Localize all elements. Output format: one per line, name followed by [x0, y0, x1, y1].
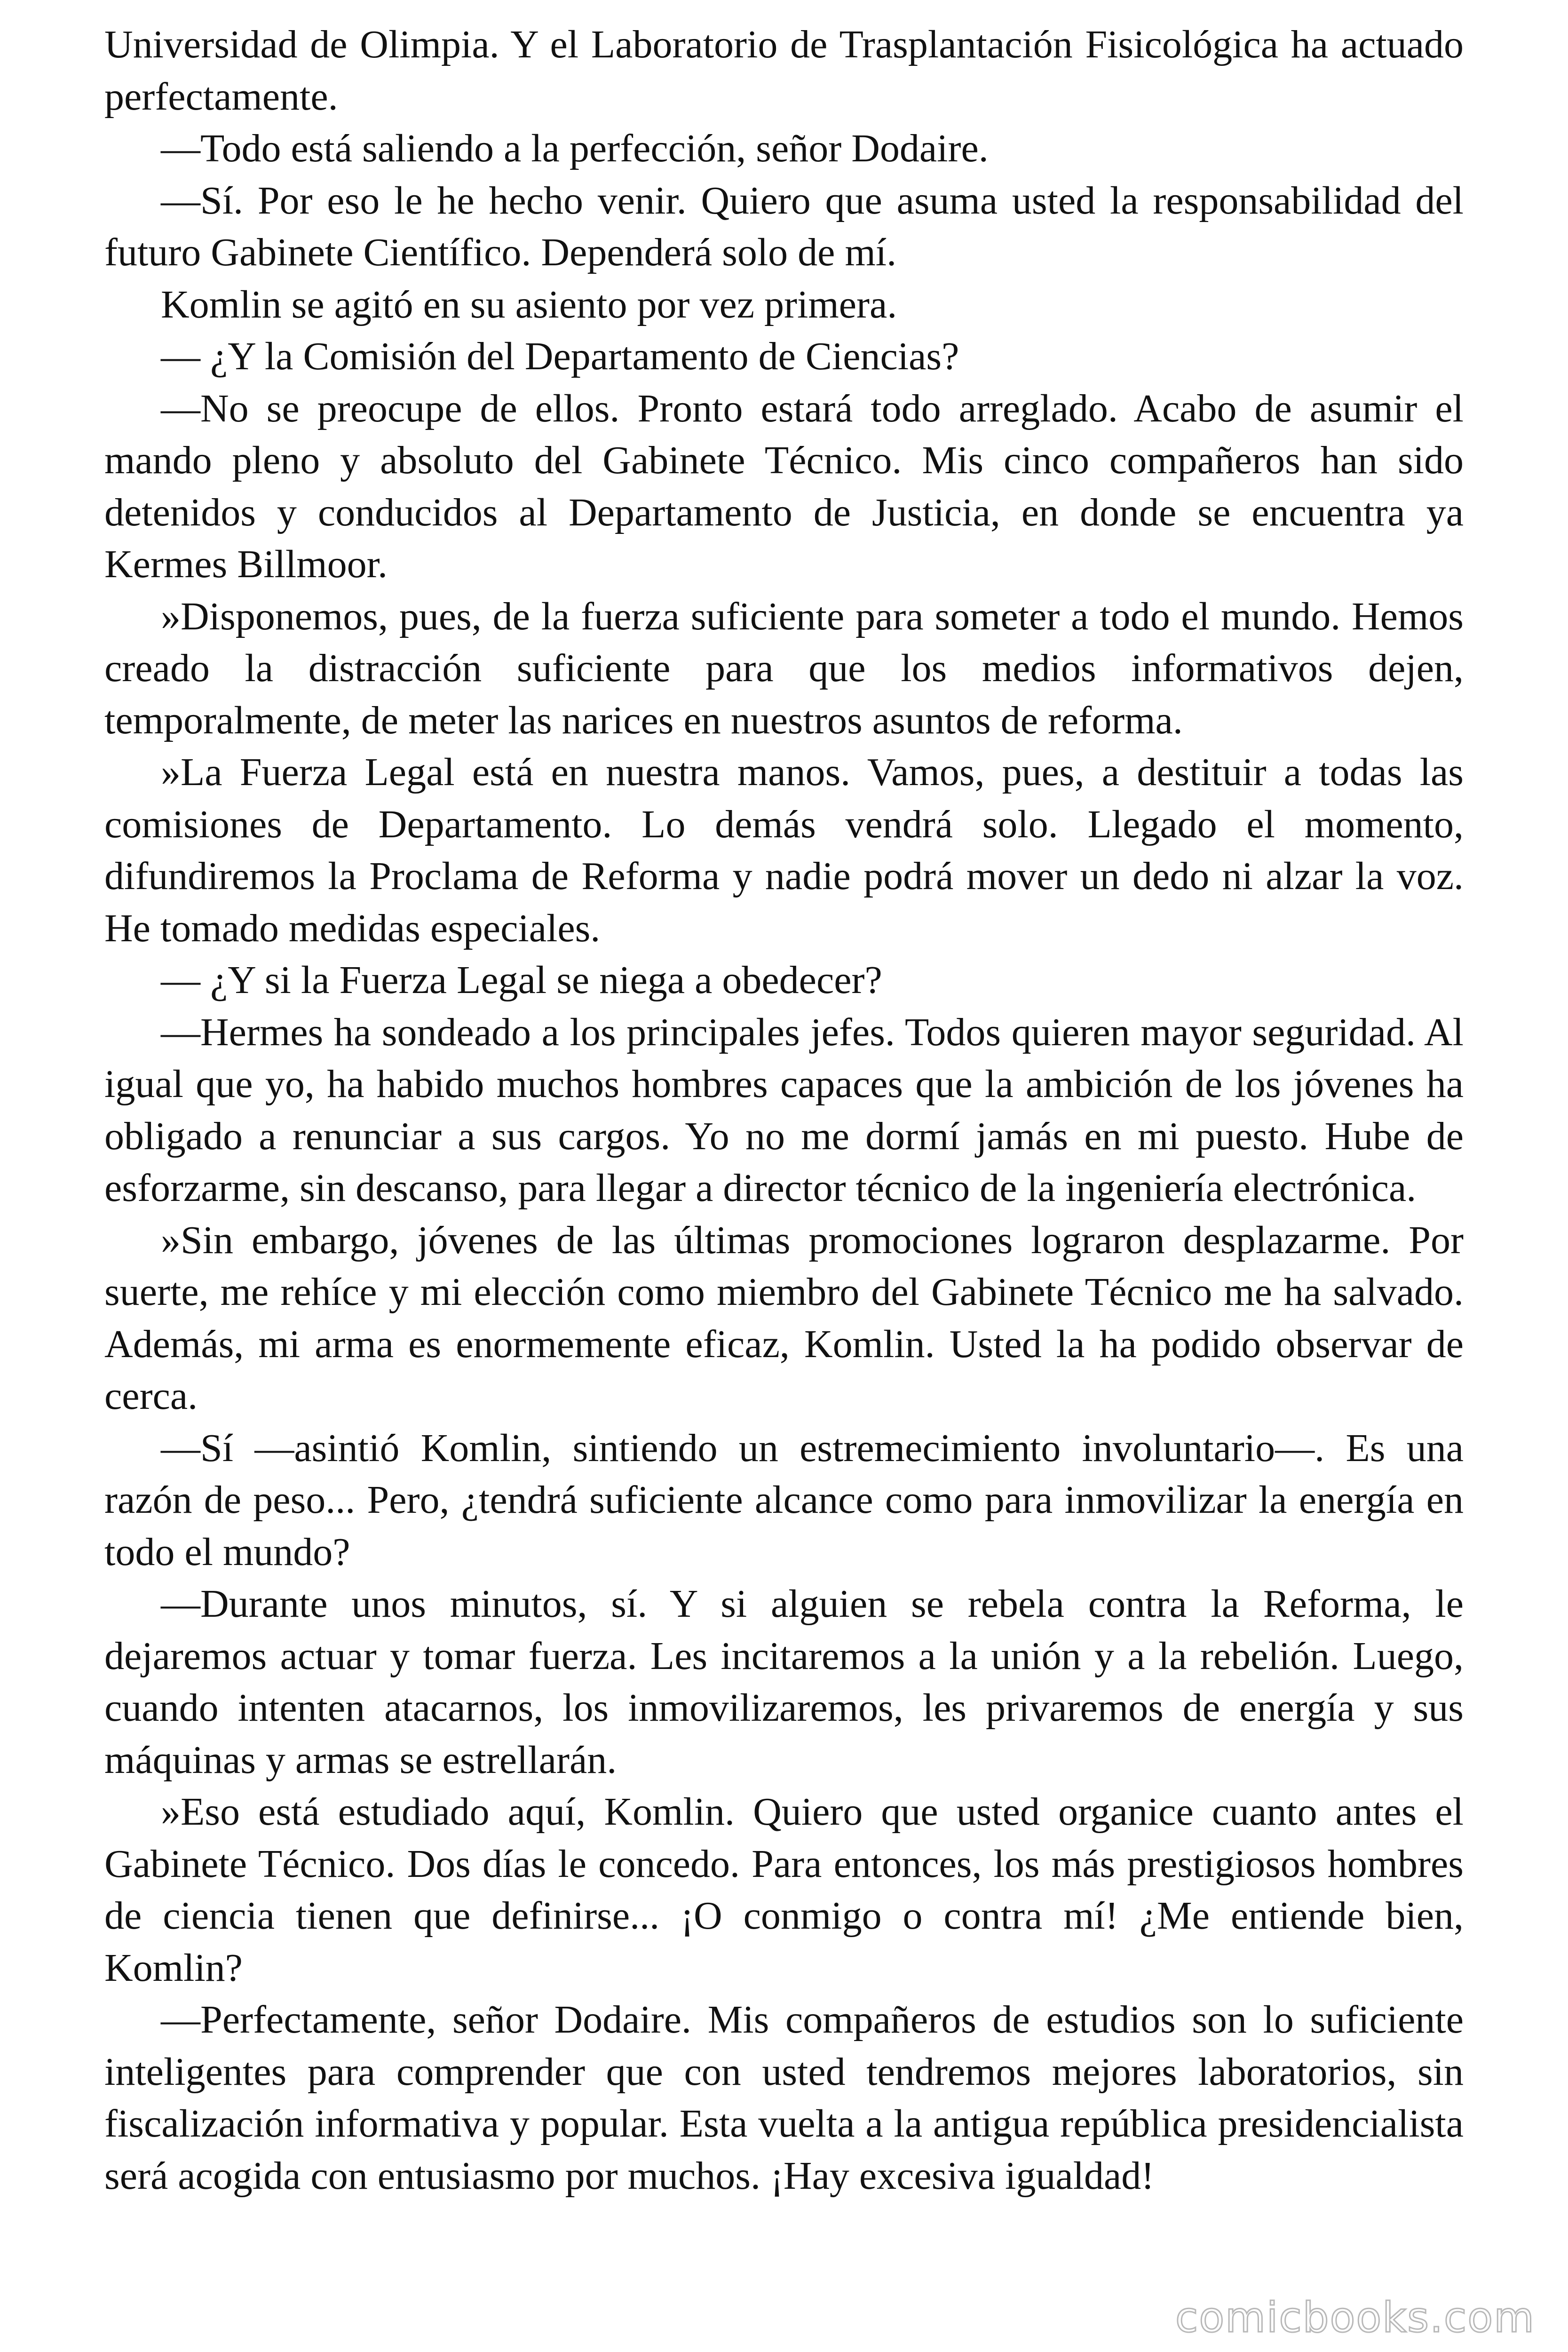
paragraph: »Eso está estudiado aquí, Komlin. Quiero que usted organice cuanto antes el Gabinete Técnico. Dos días le concedo. Para entonces, los más prestigiosos hombres de ciencia tienen que definirse... ¡O conmigo o contra mí! ¿Me entiende bien, Komlin? — [104, 1790, 1464, 1990]
paragraph: —Perfectamente, señor Dodaire. Mis compañeros de estudios son lo suficiente inteligentes para comprender que con usted tendremos mejores laboratorios, sin fiscalización informativa y popular. Esta vuelta a la antigua república presidencialista será acogida con entusiasmo por muchos. ¡Hay excesiva igualdad! — [104, 1998, 1464, 2198]
paragraph: Universidad de Olimpia. Y el Laboratorio de Trasplantación Fisicológica ha actuado perfectamente. — [104, 23, 1464, 119]
paragraph: —Sí. Por eso le he hecho venir. Quiero que asuma usted la responsabilidad del futuro Gabinete Científico. Dependerá solo de mí. — [104, 178, 1464, 274]
paragraph: »Disponemos, pues, de la fuerza suficiente para someter a todo el mundo. Hemos creado la distracción suficiente para que los medios informativos dejen, temporalmente, de meter las narices en nuestros asuntos de reforma. — [104, 594, 1464, 742]
paragraph: Komlin se agitó en su asiento por vez primera. — [161, 282, 897, 326]
paragraph: »Sin embargo, jóvenes de las últimas promociones lograron desplazarme. Por suerte, me rehíce y mi elección como miembro del Gabinete Técnico me ha salvado. Además, mi arma es enormemente eficaz, Komlin. Usted la ha podido observar de cerca. — [104, 1218, 1464, 1418]
paragraph: — ¿Y si la Fuerza Legal se niega a obedecer? — [161, 958, 882, 1002]
paragraph: — ¿Y la Comisión del Departamento de Ciencias? — [161, 334, 959, 378]
paragraph: —Hermes ha sondeado a los principales jefes. Todos quieren mayor seguridad. Al igual que yo, ha habido muchos hombres capaces que la ambición de los jóvenes ha obligado a renunciar a sus cargos. Yo no me dormí jamás en mi puesto. Hube de esforzarme, sin descanso, para llegar a director técnico de la ingeniería electrónica. — [104, 1010, 1464, 1210]
paragraph: —Sí —asintió Komlin, sintiendo un estremecimiento involuntario—. Es una razón de peso... Pero, ¿tendrá suficiente alcance como para inmovilizar la energía en todo el mundo? — [104, 1426, 1464, 1574]
paragraph: —No se preocupe de ellos. Pronto estará todo arreglado. Acabo de asumir el mando pleno y absoluto del Gabinete Técnico. Mis cinco compañeros han sido detenidos y conducidos al Departamento de Justicia, en donde se encuentra ya Kermes Billmoor. — [104, 386, 1464, 586]
page-body — [104, 19, 1464, 2202]
paragraph: —Durante unos minutos, sí. Y si alguien se rebela contra la Reforma, le dejaremos actuar y tomar fuerza. Les incitaremos a la unión y a la rebelión. Luego, cuando intenten atacarnos, los inmovilizaremos, les privaremos de energía y sus máquinas y armas se estrellarán. — [104, 1582, 1464, 1782]
paragraph: »La Fuerza Legal está en nuestra manos. Vamos, pues, a destituir a todas las comisiones de Departamento. Lo demás vendrá solo. Llegado el momento, difundiremos la Proclama de Reforma y nadie podrá mover un dedo ni alzar la voz. He tomado medidas especiales. — [104, 750, 1464, 950]
paragraph: —Todo está saliendo a la perfección, señor Dodaire. — [161, 127, 989, 170]
watermark: comicbooks.com — [1175, 2293, 1535, 2342]
